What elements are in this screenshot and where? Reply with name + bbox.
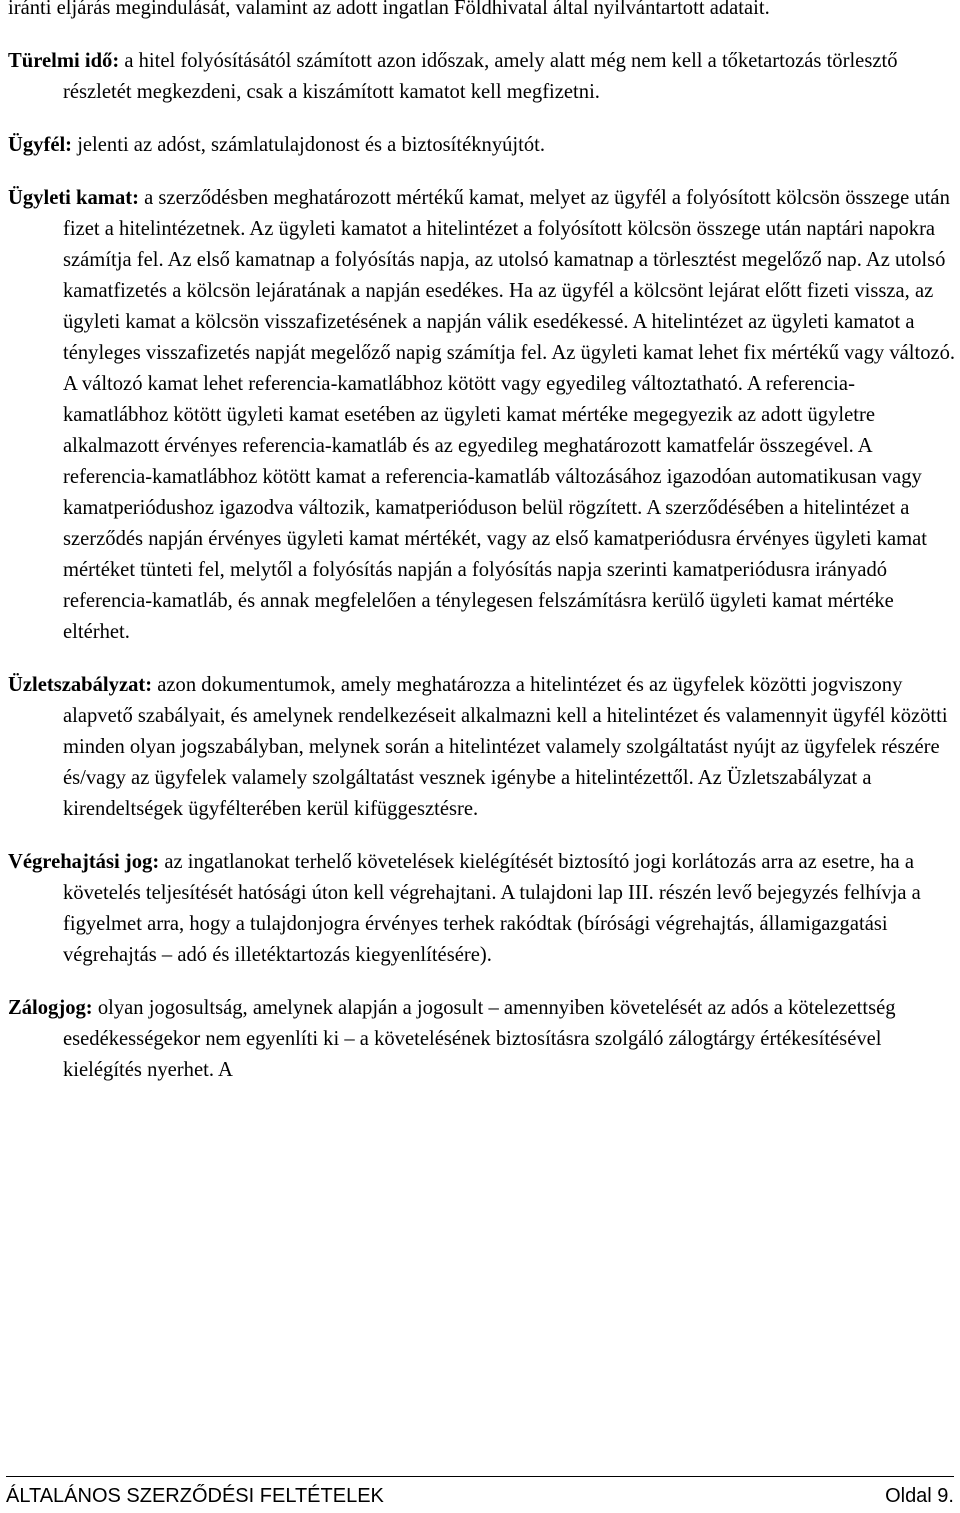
- page-number: Oldal 9.: [885, 1485, 954, 1507]
- definition-turelmi-ido: [8, 46, 958, 108]
- definition-zalogjog: [8, 993, 958, 1086]
- footer-title: ÁLTALÁNOS SZERZŐDÉSI FELTÉTELEK: [6, 1485, 384, 1507]
- definition-text: jelenti az adóst, számlatulajdonost és a biztosítéknyújtót.: [72, 134, 546, 156]
- definition-uzletszabalyzat: [8, 670, 958, 825]
- definition-vegrehajtasi-jog: [8, 847, 958, 971]
- document-body: [8, 0, 958, 1108]
- continuation-paragraph: [8, 0, 958, 24]
- definition-term: Zálogjog:: [8, 997, 93, 1019]
- definition-text: azon dokumentumok, amely meghatározza a hitelintézet és az ügyfelek közötti jogviszony alapvető szabályait, és amelynek rendelkezéseit alkalmazni kell a hitelintézet és valamennyit ügyfél közötti minden olyan jogszabályban, melynek során a hitelintézet valamely szolgáltatást nyújt az ügyfelek részére és/vagy az ügyfelek valamely szolgáltatást vesznek igénybe a hitelintézettől. Az Üzletszabályzat a kirendeltségek ügyfélterében kerül kifüggesztésre.: [63, 674, 948, 820]
- definition-text: a szerződésben meghatározott mértékű kamat, melyet az ügyfél a folyósított kölcsön összege után fizet a hitelintézetnek. Az ügyleti kamatot a hitelintézet a folyósított kölcsön összege után naptári napokra számítja fel. Az első kamatnap a folyósítás napja, az utolsó kamatnap a törlesztést megelőző nap. Az utolsó kamatfizetés a kölcsön lejáratának a napján esedékes. Ha az ügyfél a kölcsönt lejárat előtt fizeti vissza, az ügyleti kamat a kölcsön visszafizetésének a napján válik esedékessé. A hitelintézet az ügyleti kamatot a tényleges visszafizetés napját megelőző napig számítja fel. Az ügyleti kamat lehet fix mértékű vagy változó. A változó kamat lehet referencia-kamatlábhoz kötött vagy egyedileg változtatható. A referencia-kamatlábhoz kötött ügyleti kamat esetében az ügyleti kamat mértéke megegyezik az adott ügyletre alkalmazott érvényes referencia-kamatláb és az egyedileg meghatározott kamatfelár összegével. A referencia-kamatlábhoz kötött kamat a referencia-kamatláb változásához igazodóan automatikusan vagy kamatperiódushoz igazodva változik, kamatperióduson belül rögzített. A szerződésében a hitelintézet a szerződés napján érvényes ügyleti kamat mértékét, vagy az első kamatperiódusra érvényes ügyleti kamat mértéket tünteti fel, melytől a folyósítás napján a folyósítás napja szerinti kamatperiódusra irányadó referencia-kamatláb, és annak megfelelően a ténylegesen felszámításra kerülő ügyleti kamat mértéke eltérhet.: [63, 187, 956, 643]
- definition-ugyfel: [8, 130, 958, 161]
- definition-text: az ingatlanokat terhelő követelések kielégítését biztosító jogi korlátozás arra az esetre, ha a követelés teljesítését hatósági úton kell végrehajtani. A tulajdoni lap III. részén levő bejegyzés felhívja a figyelmet arra, hogy a tulajdonjogra érvényes terhek rakódtak (bírósági végrehajtás, államigazgatási végrehajtás – adó és illetéktartozás kiegyenlítésére).: [63, 851, 921, 966]
- definition-term: Ügyleti kamat:: [8, 187, 139, 209]
- definition-text: a hitel folyósításától számított azon időszak, amely alatt még nem kell a tőketartozás törlesztő részletét megkezdeni, csak a kiszámított kamatot kell megfizetni.: [63, 50, 898, 103]
- definition-text: iránti eljárás megindulását, valamint az adott ingatlan Földhivatal által nyilvántartott adatait.: [8, 0, 770, 19]
- definition-term: Végrehajtási jog:: [8, 851, 160, 873]
- definition-term: Üzletszabályzat:: [8, 674, 153, 696]
- definition-text: olyan jogosultság, amelynek alapján a jogosult – amennyiben követelését az adós a kötelezettség esedékességekor nem egyenlíti ki – a követelésének biztosításra szolgáló zálogtárgy értékesítésével kielégítés nyerhet. A: [63, 997, 896, 1081]
- definition-term: Türelmi idő:: [8, 50, 120, 72]
- page-footer: [6, 1476, 954, 1512]
- definition-ugyleti-kamat: [8, 183, 958, 648]
- definition-term: Ügyfél:: [8, 134, 73, 156]
